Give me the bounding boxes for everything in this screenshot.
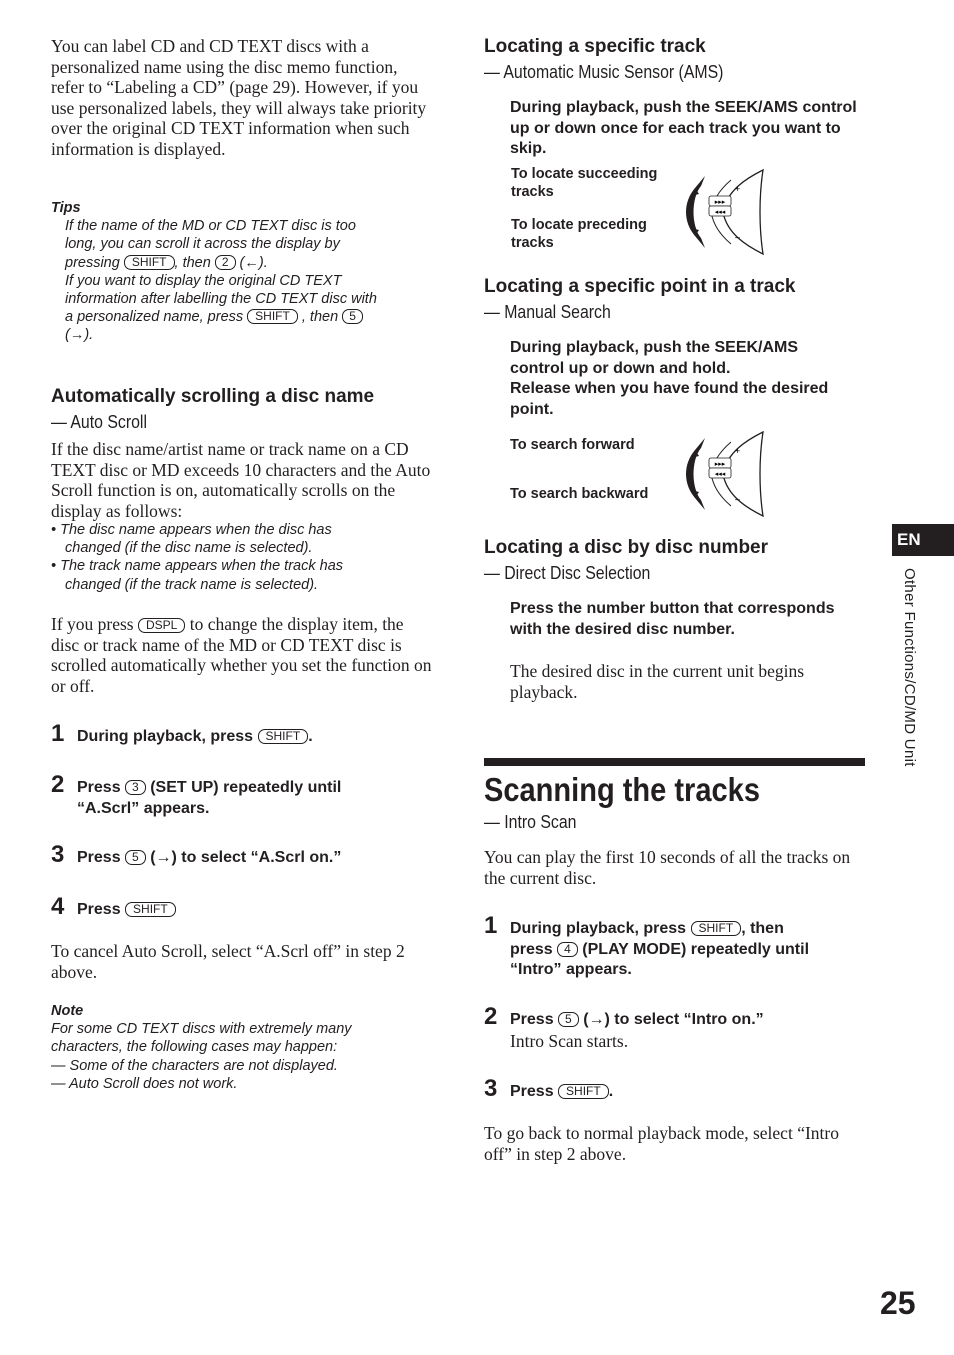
dspl-text: to change the display (189, 614, 338, 634)
step-number: 4 (51, 893, 65, 920)
step-label: During playback, press (510, 920, 687, 937)
tips-line (65, 254, 436, 272)
number-4-key: 4 (557, 942, 578, 957)
ams-subheading: — Automatic Music Sensor (AMS) (484, 62, 724, 82)
seek-ams-control-icon (677, 430, 767, 518)
step-label: “A.Scrl” appears. (77, 799, 210, 817)
ams-label-succeeding: To locate succeeding tracks (511, 166, 658, 200)
seek-ams-control-icon (677, 168, 767, 256)
tips-title: Tips (51, 200, 81, 216)
cancel-paragraph: To cancel Auto Scroll, select “A.Scrl off” in step 2 above. (51, 941, 405, 982)
shift-key: SHIFT (691, 921, 742, 936)
step-number: 1 (51, 720, 65, 747)
number-5-key: 5 (558, 1012, 579, 1027)
step-label: (→) to select “Intro on.” (583, 1011, 764, 1028)
auto-scroll-subheading: — Auto Scroll (51, 412, 147, 432)
shift-key: SHIFT (247, 309, 298, 324)
step-text (510, 919, 870, 981)
step-label: Press (510, 1011, 554, 1028)
manual-instruction (510, 338, 840, 420)
tips-text: (←). (239, 254, 268, 271)
note-title: Note (51, 1003, 84, 1019)
tips-line: long, you can scroll it across the display by (65, 236, 340, 253)
step-text (77, 848, 341, 869)
tips-text: a personalized name, press (65, 309, 244, 326)
scan-back-paragraph: To go back to normal playback mode, select “Intro off” in step 2 above. (484, 1123, 839, 1164)
step-label: press (510, 940, 553, 958)
bullet-line: • The disc name appears when the disc has (51, 522, 332, 538)
tips-line: (→). (65, 327, 94, 344)
step-number: 3 (51, 841, 65, 868)
dspl-key: DSPL (138, 618, 185, 633)
section-side-text: Other Functions/CD/MD Unit (901, 568, 918, 767)
direct-result: The desired disc in the current unit begins playback. (510, 661, 805, 702)
shift-key: SHIFT (125, 902, 176, 917)
direct-heading: Locating a disc by disc number (484, 537, 769, 558)
step-number: 2 (484, 1003, 498, 1030)
number-5-key: 5 (342, 309, 363, 324)
step-text (77, 778, 433, 819)
manual-instruction-2: Release when you have found the desired point. (510, 380, 829, 418)
manual-heading: Locating a specific point in a track (484, 276, 796, 297)
manual-instruction-1: During playback, push the SEEK/AMS control up or down and hold. (510, 339, 799, 377)
tips-block (51, 199, 436, 345)
svg-text:+: + (735, 184, 741, 194)
step-label: During playback, press (77, 728, 254, 745)
section-side-label (898, 568, 920, 818)
tips-text: pressing (65, 254, 120, 271)
svg-text:+: + (735, 446, 741, 456)
scan-intro: You can play the first 10 seconds of all the tracks on the current disc. (484, 847, 851, 888)
direct-instruction: Press the number button that corresponds with the desired disc number. (510, 600, 835, 638)
svg-text:▸▸▸: ▸▸▸ (714, 199, 726, 206)
bullet-line: • The track name appears when the track has (51, 558, 344, 575)
note-line: — Some of the characters are not displayed. (51, 1057, 338, 1074)
step-text (510, 1010, 764, 1031)
step-label: Press (77, 849, 121, 866)
step-result: Intro Scan starts. (510, 1031, 629, 1051)
tips-text: , then (174, 254, 211, 271)
scan-title: Scanning the tracks (484, 771, 760, 808)
ams-instruction: During playback, push the SEEK/AMS control up or down once for each track you want to skip. (510, 99, 857, 157)
language-tab: EN (892, 524, 954, 556)
shift-key: SHIFT (558, 1084, 609, 1099)
step-text (77, 727, 313, 748)
tips-line: information after labelling the CD TEXT disc with (65, 291, 377, 308)
step-label: (→) to select “A.Scrl on.” (150, 849, 342, 866)
step-label: “Intro” appears. (510, 961, 632, 978)
step-text (77, 900, 176, 921)
step-text (510, 1082, 613, 1103)
tips-text: , then (301, 309, 339, 326)
svg-text:◂◂◂: ◂◂◂ (714, 471, 726, 478)
step-number: 2 (51, 771, 65, 798)
note-block (51, 1002, 436, 1093)
note-line: characters, the following cases may happen: (51, 1039, 338, 1056)
step-label: Press (77, 779, 121, 796)
page-number: 25 (880, 1285, 916, 1321)
auto-scroll-bullets (51, 521, 436, 594)
auto-scroll-heading: Automatically scrolling a disc name (51, 386, 375, 407)
step-label: , then (741, 920, 784, 937)
shift-key: SHIFT (258, 729, 309, 744)
step-label: (SET UP) repeatedly until (150, 779, 342, 796)
svg-text:◂◂◂: ◂◂◂ (714, 209, 726, 216)
note-line: — Auto Scroll does not work. (51, 1075, 238, 1092)
search-backward-label: To search backward (510, 486, 649, 502)
shift-key: SHIFT (124, 255, 175, 270)
svg-text:–: – (735, 494, 741, 504)
manual-subheading: — Manual Search (484, 302, 611, 322)
svg-text:–: – (735, 232, 741, 242)
ams-label-preceding: To locate preceding tracks (511, 217, 647, 251)
number-2-key: 2 (215, 255, 236, 270)
step-number: 1 (484, 912, 498, 939)
step-label: Press (77, 901, 121, 918)
number-3-key: 3 (125, 780, 146, 795)
dspl-paragraph (51, 614, 433, 696)
auto-scroll-paragraph: If the disc name/artist name or track name on a CD TEXT disc or MD exceeds 10 characters and the Auto Scroll function is on, automatically scrolls on the display as follows: (51, 439, 431, 521)
intro-paragraph: You can label CD and CD TEXT discs with a personalized name using the disc memo function, refer to “Labeling a CD” (page 29). However, if you use personalized labels, they will always take priority over the original CD TEXT information when such information is displayed. (51, 36, 427, 159)
dspl-text: If you press (51, 614, 134, 634)
scan-subheading: — Intro Scan (484, 812, 577, 832)
svg-text:▸▸▸: ▸▸▸ (714, 461, 726, 468)
bullet-line: changed (if the disc name is selected). (65, 540, 313, 557)
step-number: 3 (484, 1075, 498, 1102)
step-label: (PLAY MODE) repeatedly until (582, 940, 810, 958)
tips-line: If the name of the MD or CD TEXT disc is too (65, 218, 356, 235)
section-title-rule (484, 758, 865, 766)
tips-line: If you want to display the original CD TEXT (65, 272, 342, 289)
dspl-text: item, the disc or track name of the MD or CD TEXT disc is scrolled automatically whether you set the function on or off. (51, 614, 432, 696)
step-label: . (608, 1083, 614, 1100)
step-label: Press (510, 1083, 554, 1100)
tips-line (65, 308, 436, 326)
step-label: . (308, 728, 313, 745)
ams-heading: Locating a specific track (484, 36, 706, 57)
bullet-line: changed (if the track name is selected). (65, 576, 319, 593)
number-5-key: 5 (125, 850, 146, 865)
direct-subheading: — Direct Disc Selection (484, 563, 651, 583)
search-forward-label: To search forward (510, 437, 635, 453)
note-line: For some CD TEXT discs with extremely many (51, 1021, 352, 1038)
